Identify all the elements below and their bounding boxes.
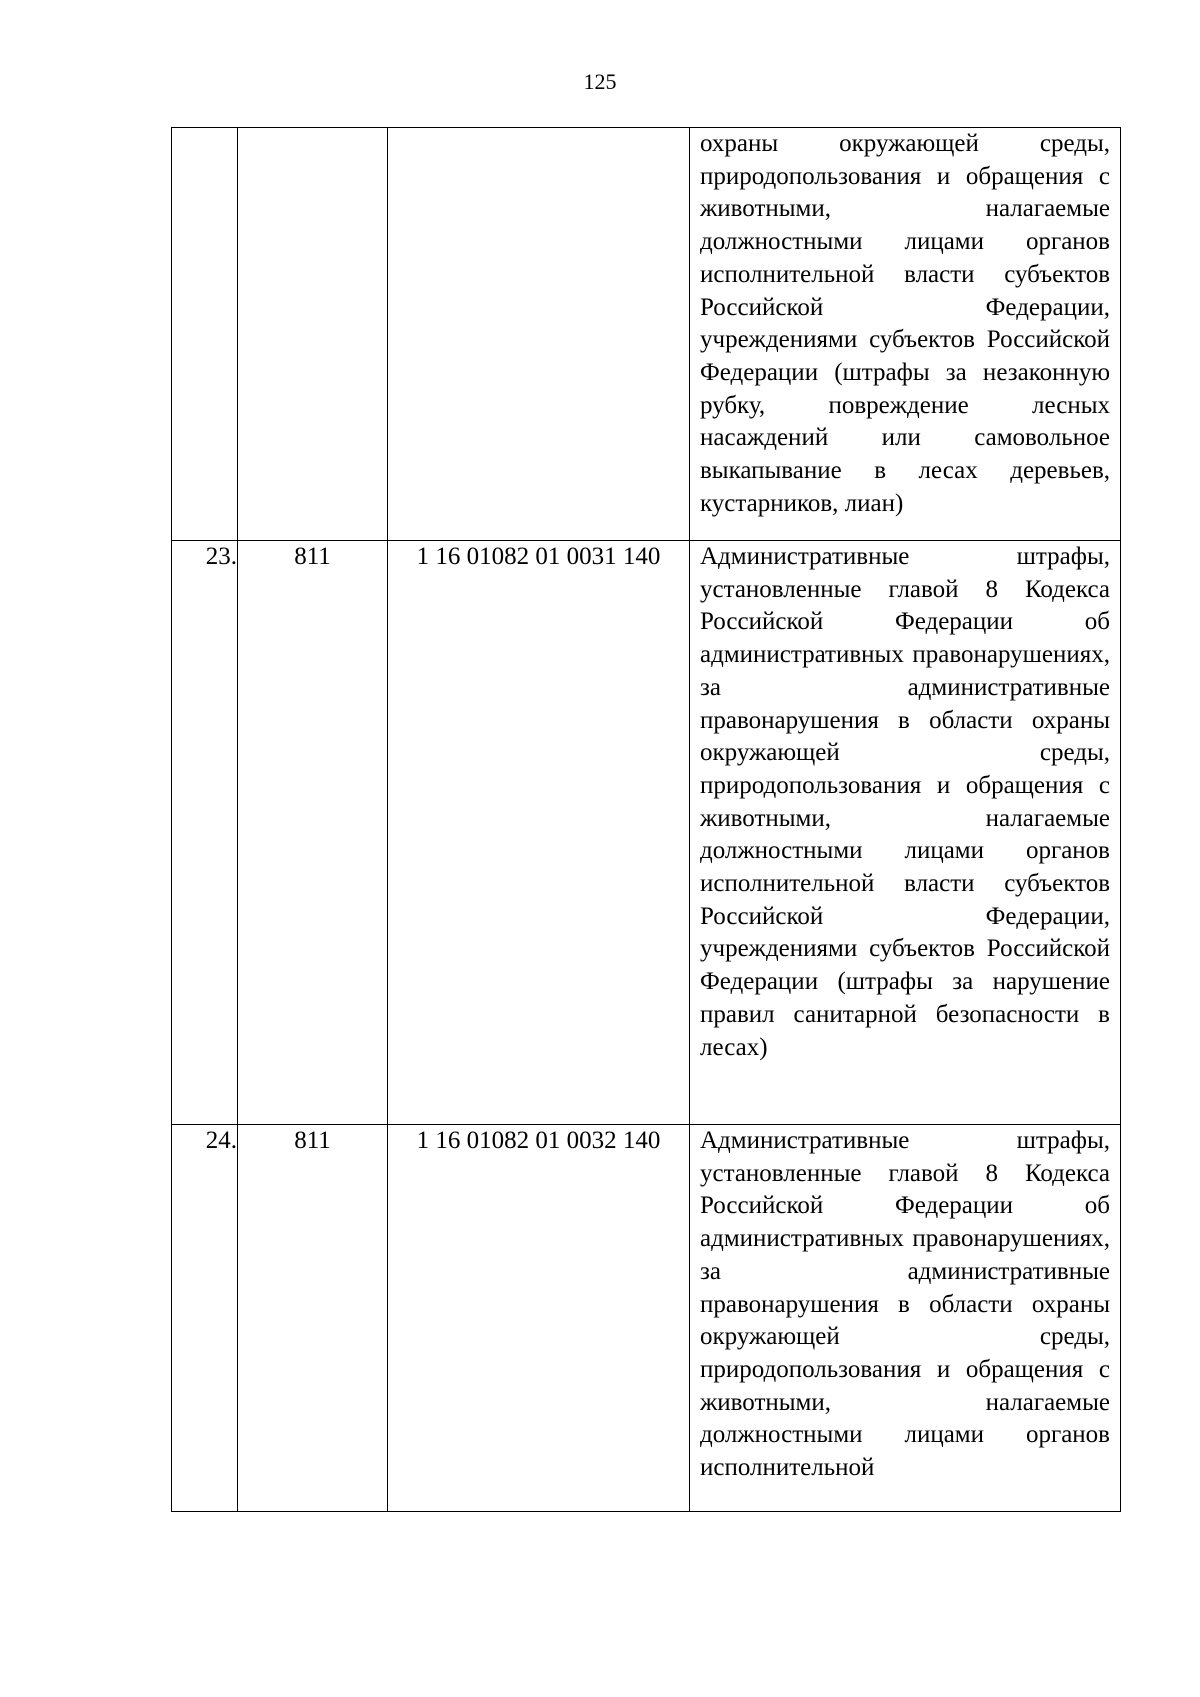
table-row xyxy=(172,541,1121,1125)
revenue-codes-table xyxy=(171,127,1121,1512)
table-row xyxy=(172,128,1121,541)
table-row xyxy=(172,1125,1121,1512)
description-text: Административные штрафы, установленные главой 8 Кодекса Российской Федерации об административных правонарушениях, за административные правонарушения в области охраны окружающей среды, природопользования и обращения с животными, налагаемые должностными лицами органов исполнительной власти субъектов Российской Федерации, учреждениями субъектов Российской Федерации (штрафы за нарушение правил санитарной безопасности в лесах) xyxy=(700,543,1110,1061)
page-number: 125 xyxy=(583,69,617,94)
row-number-cell: 24. xyxy=(172,1125,238,1512)
description-cell xyxy=(690,1125,1121,1512)
budget-code-cell: 1 16 01082 01 0032 140 xyxy=(388,1125,690,1512)
row-number-cell: 23. xyxy=(172,541,238,1125)
description-text: охраны окружающей среды, природопользования и обращения с животными, налагаемые должностными лицами органов исполнительной власти субъектов Российской Федерации, учреждениями субъектов Российской Федерации (штрафы за незаконную рубку, повреждение лесных насаждений или самовольное выкапывание в лесах деревьев, кустарников, лиан) xyxy=(700,130,1110,517)
admin-code-cell xyxy=(238,128,388,541)
budget-code-cell: 1 16 01082 01 0031 140 xyxy=(388,541,690,1125)
description-cell xyxy=(690,541,1121,1125)
row-number-cell xyxy=(172,128,238,541)
admin-code-cell: 811 xyxy=(238,1125,388,1512)
budget-code-cell xyxy=(388,128,690,541)
admin-code-cell: 811 xyxy=(238,541,388,1125)
description-text: Административные штрафы, установленные главой 8 Кодекса Российской Федерации об административных правонарушениях, за административные правонарушения в области охраны окружающей среды, природопользования и обращения с животными, налагаемые должностными лицами органов исполнительной xyxy=(700,1127,1110,1482)
description-cell xyxy=(690,128,1121,541)
